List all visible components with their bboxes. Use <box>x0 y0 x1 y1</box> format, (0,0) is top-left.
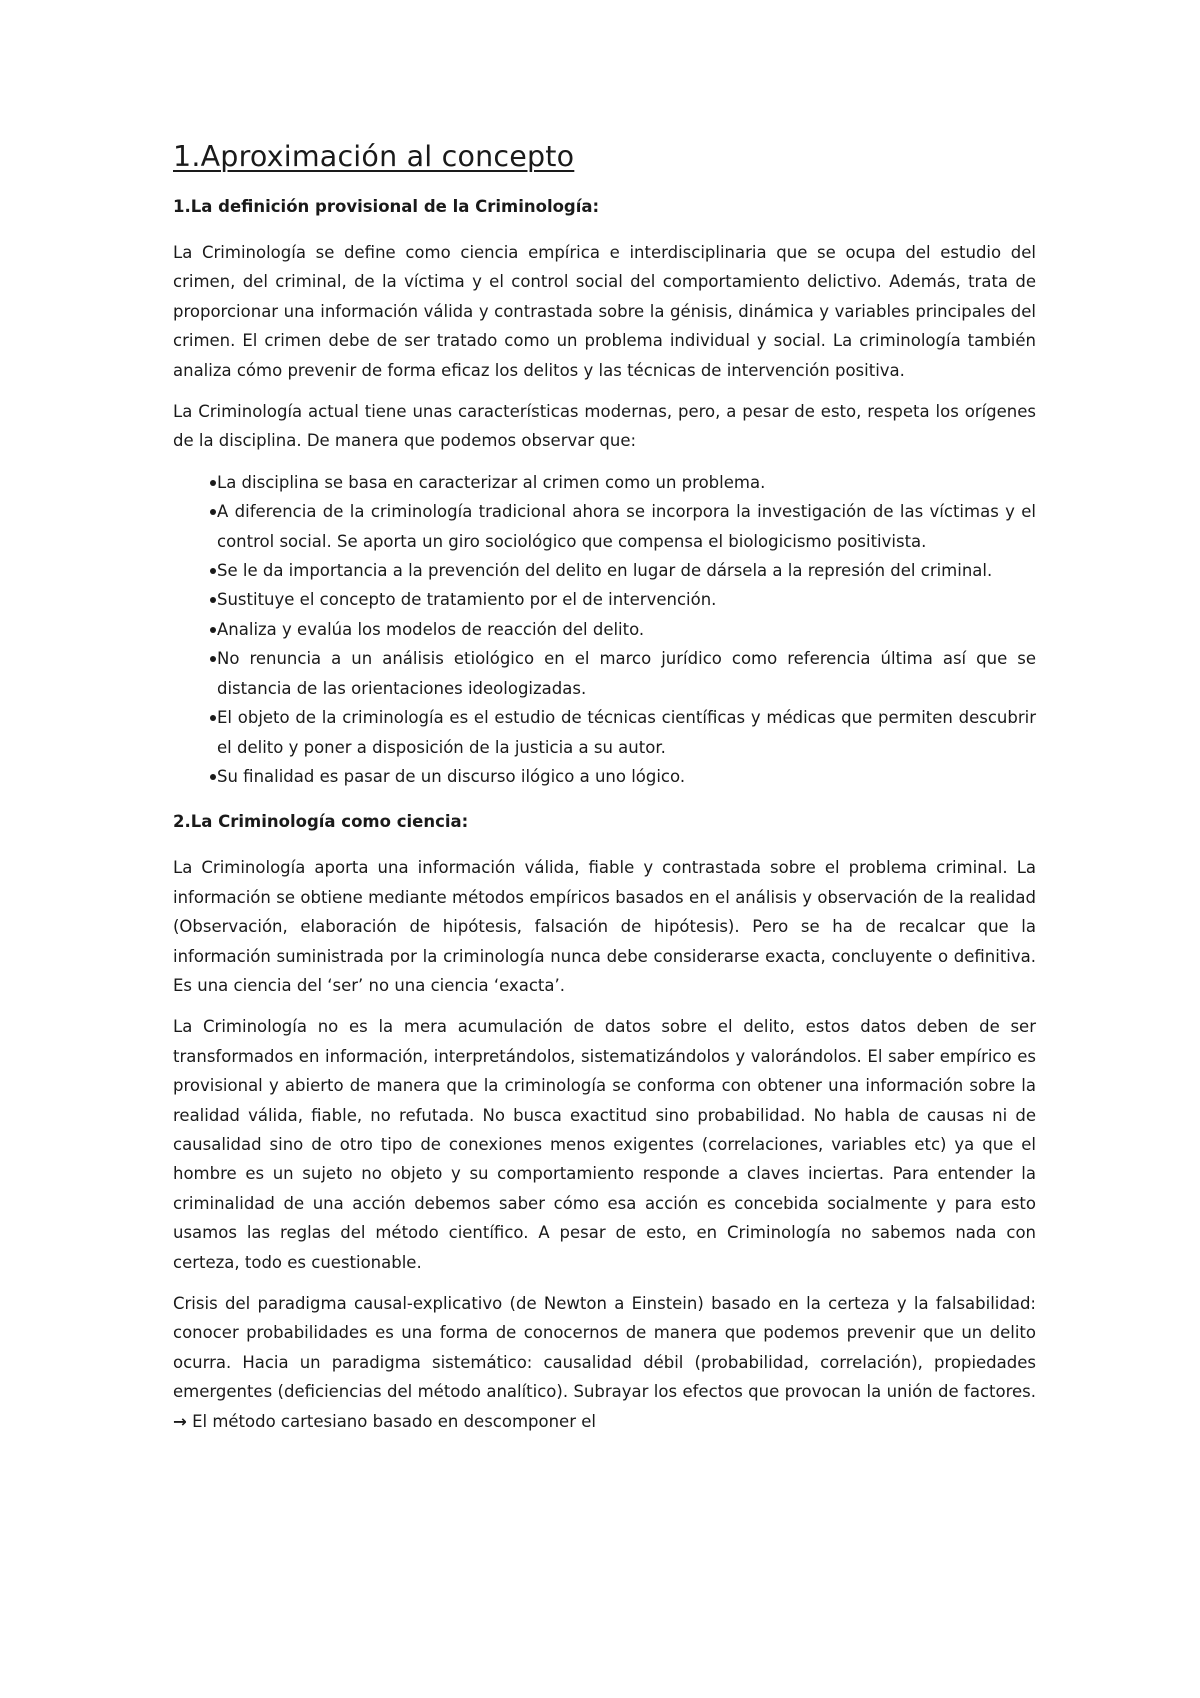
list-item: El objeto de la criminología es el estudio de técnicas científicas y médicas que permiten descubrir el delito y poner a disposición de la justicia a su autor. <box>173 703 1036 762</box>
bullet-icon <box>210 627 216 633</box>
section-heading-2: 2.La Criminología como ciencia: <box>173 812 469 832</box>
bullet-icon <box>210 480 216 486</box>
list-item: Su finalidad es pasar de un discurso ilógico a uno lógico. <box>173 762 1036 791</box>
bullet-icon <box>210 597 216 603</box>
list-item: No renuncia a un análisis etiológico en el marco jurídico como referencia última así que se distancia de las orientaciones ideologizadas. <box>173 644 1036 703</box>
section-heading-1: 1.La definición provisional de la Criminología: <box>173 197 600 216</box>
list-item: La disciplina se basa en caracterizar al crimen como un problema. <box>173 468 1036 497</box>
bullet-icon <box>210 715 216 721</box>
paragraph-empirical-knowledge: La Criminología no es la mera acumulación de datos sobre el delito, estos datos deben de ser transformados en información, interpretándolos, sistematizándolos y valorándolos. El saber empírico es provisional y abierto de manera que la criminología se conforma con obtener una información sobre la realidad válida, fiable, no refutada. No busca exactitud sino probabilidad. No habla de causas ni de causalidad sino de otro tipo de conexiones menos exigentes (correlaciones, variables etc) ya que el hombre es un sujeto no objeto y su comportamiento responde a claves inciertas. Para entender la criminalidad de una acción debemos saber cómo esa acción es concebida socialmente y para esto usamos las reglas del método científico. A pesar de esto, en Criminología no sabemos nada con certeza, todo es cuestionable. <box>173 1017 1036 1272</box>
characteristics-list <box>173 468 1036 791</box>
paradigm-text: Crisis del paradigma causal-explicativo (de Newton a Einstein) basado en la certeza y la falsabilidad: conocer probabilidades es una forma de conocernos de manera que podemos prevenir que un delito ocurra. Hacia un paradigma sistemático: causalidad débil (probabilidad, correlación), propiedades emergentes (deficiencias del método analítico). Subrayar los efectos que provocan la unión de factores. <box>173 1294 1036 1402</box>
arrow-right-icon: → <box>173 1411 187 1431</box>
bullet-icon <box>210 509 216 515</box>
paragraph-paradigm-crisis <box>173 1289 1036 1436</box>
paragraph-characteristics: La Criminología actual tiene unas características modernas, pero, a pesar de esto, respeta los orígenes de la disciplina. De manera que podemos observar que: <box>173 402 1036 451</box>
list-item: Analiza y evalúa los modelos de reacción del delito. <box>173 615 1036 644</box>
paragraph-science: La Criminología aporta una información válida, fiable y contrastada sobre el problema criminal. La información se obtiene mediante métodos empíricos basados en el análisis y observación de la realidad (Observación, elaboración de hipótesis, falsación de hipótesis). Pero se ha de recalcar que la información suministrada por la criminología nunca debe considerarse exacta, concluyente o definitiva. Es una ciencia del ‘ser’ no una ciencia ‘exacta’. <box>173 858 1036 995</box>
bullet-icon <box>210 568 216 574</box>
paradigm-tail-text: El método cartesiano basado en descomponer el <box>186 1411 596 1431</box>
list-item: A diferencia de la criminología tradicional ahora se incorpora la investigación de las víctimas y el control social. Se aporta un giro sociológico que compensa el biologicismo positivista. <box>173 497 1036 556</box>
bullet-icon <box>210 774 216 780</box>
bullet-icon <box>210 656 216 662</box>
list-item: Sustituye el concepto de tratamiento por el de intervención. <box>173 585 1036 614</box>
document-title: 1.Aproximación al concepto <box>173 140 575 173</box>
paragraph-definition: La Criminología se define como ciencia empírica e interdisciplinaria que se ocupa del estudio del crimen, del criminal, de la víctima y el control social del comportamiento delictivo. Además, trata de proporcionar una información válida y contrastada sobre la génisis, dinámica y variables principales del crimen. El crimen debe de ser tratado como un problema individual y social. La criminología también analiza cómo prevenir de forma eficaz los delitos y las técnicas de intervención positiva. <box>173 243 1036 380</box>
list-item: Se le da importancia a la prevención del delito en lugar de dársela a la represión del criminal. <box>173 556 1036 585</box>
